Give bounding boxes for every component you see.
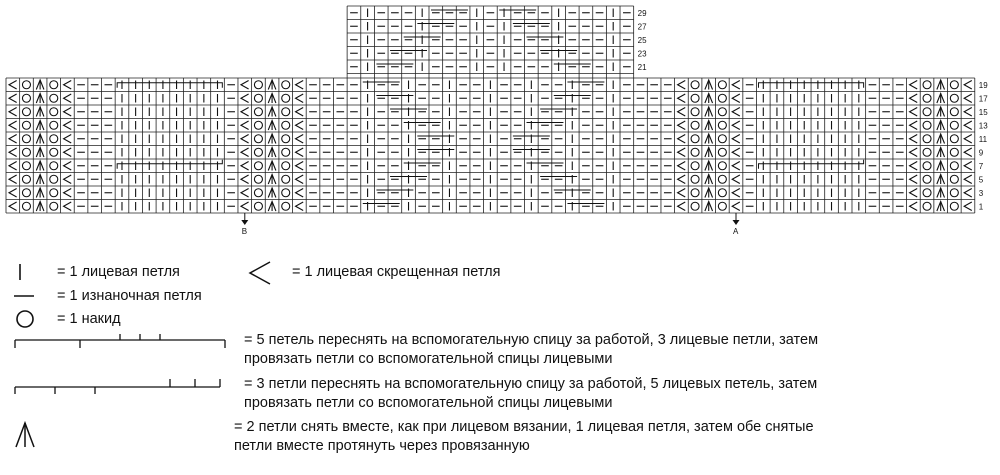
row-number: 17 bbox=[978, 94, 988, 104]
cable-5-over-3-icon bbox=[10, 334, 230, 356]
row-number: 3 bbox=[978, 189, 984, 198]
legend-twisted: = 1 лицевая скрещенная петля bbox=[292, 264, 501, 280]
legend-dec-line1: = 2 петли снять вместе, как при лицевом вязании, 1 лицевая петля, затем обе снятые bbox=[234, 419, 814, 435]
legend-cable1-line2: провязать петли со вспомогательной спицы лицевыми bbox=[244, 351, 613, 367]
legend-purl: = 1 изнаночная петля bbox=[57, 288, 202, 304]
row-number: 23 bbox=[637, 49, 647, 59]
legend-cable1-line1: = 5 петель переснять на вспомогательную спицу за работой, 3 лицевые петли, затем bbox=[244, 332, 819, 348]
double-decrease-icon bbox=[13, 420, 37, 450]
row-number: 5 bbox=[978, 175, 984, 185]
row-number: 13 bbox=[978, 121, 988, 131]
knit-stitch-icon bbox=[14, 262, 26, 282]
row-number: 9 bbox=[978, 148, 984, 158]
legend-knit: = 1 лицевая петля bbox=[57, 264, 180, 280]
row-number: 7 bbox=[978, 162, 984, 171]
yarn-over-icon bbox=[14, 308, 36, 330]
legend-dec-line2: петли вместе протянуть через провязанную bbox=[234, 438, 530, 454]
marker-a-label: A bbox=[733, 227, 739, 236]
row-number: 19 bbox=[978, 81, 988, 90]
cable-3-over-5-icon bbox=[10, 376, 230, 398]
row-number: 1 bbox=[978, 202, 984, 212]
row-number: 15 bbox=[978, 108, 988, 117]
legend-cable2-line2: провязать петли со вспомогательной спицы лицевыми bbox=[244, 395, 613, 411]
twisted-knit-icon bbox=[244, 258, 274, 288]
purl-stitch-icon bbox=[12, 286, 38, 300]
row-number: 29 bbox=[637, 9, 647, 18]
marker-b-label: B bbox=[241, 227, 248, 236]
row-number: 21 bbox=[637, 63, 647, 72]
legend-yo: = 1 накид bbox=[57, 311, 121, 327]
marker-a-arrow bbox=[733, 220, 740, 225]
marker-b-arrow bbox=[241, 220, 248, 225]
row-number: 11 bbox=[978, 135, 988, 144]
legend-cable2-line1: = 3 петли переснять на вспомогательную спицу за работой, 5 лицевых петель, затем bbox=[244, 376, 818, 392]
row-number: 25 bbox=[637, 36, 647, 45]
row-number: 27 bbox=[637, 22, 647, 32]
